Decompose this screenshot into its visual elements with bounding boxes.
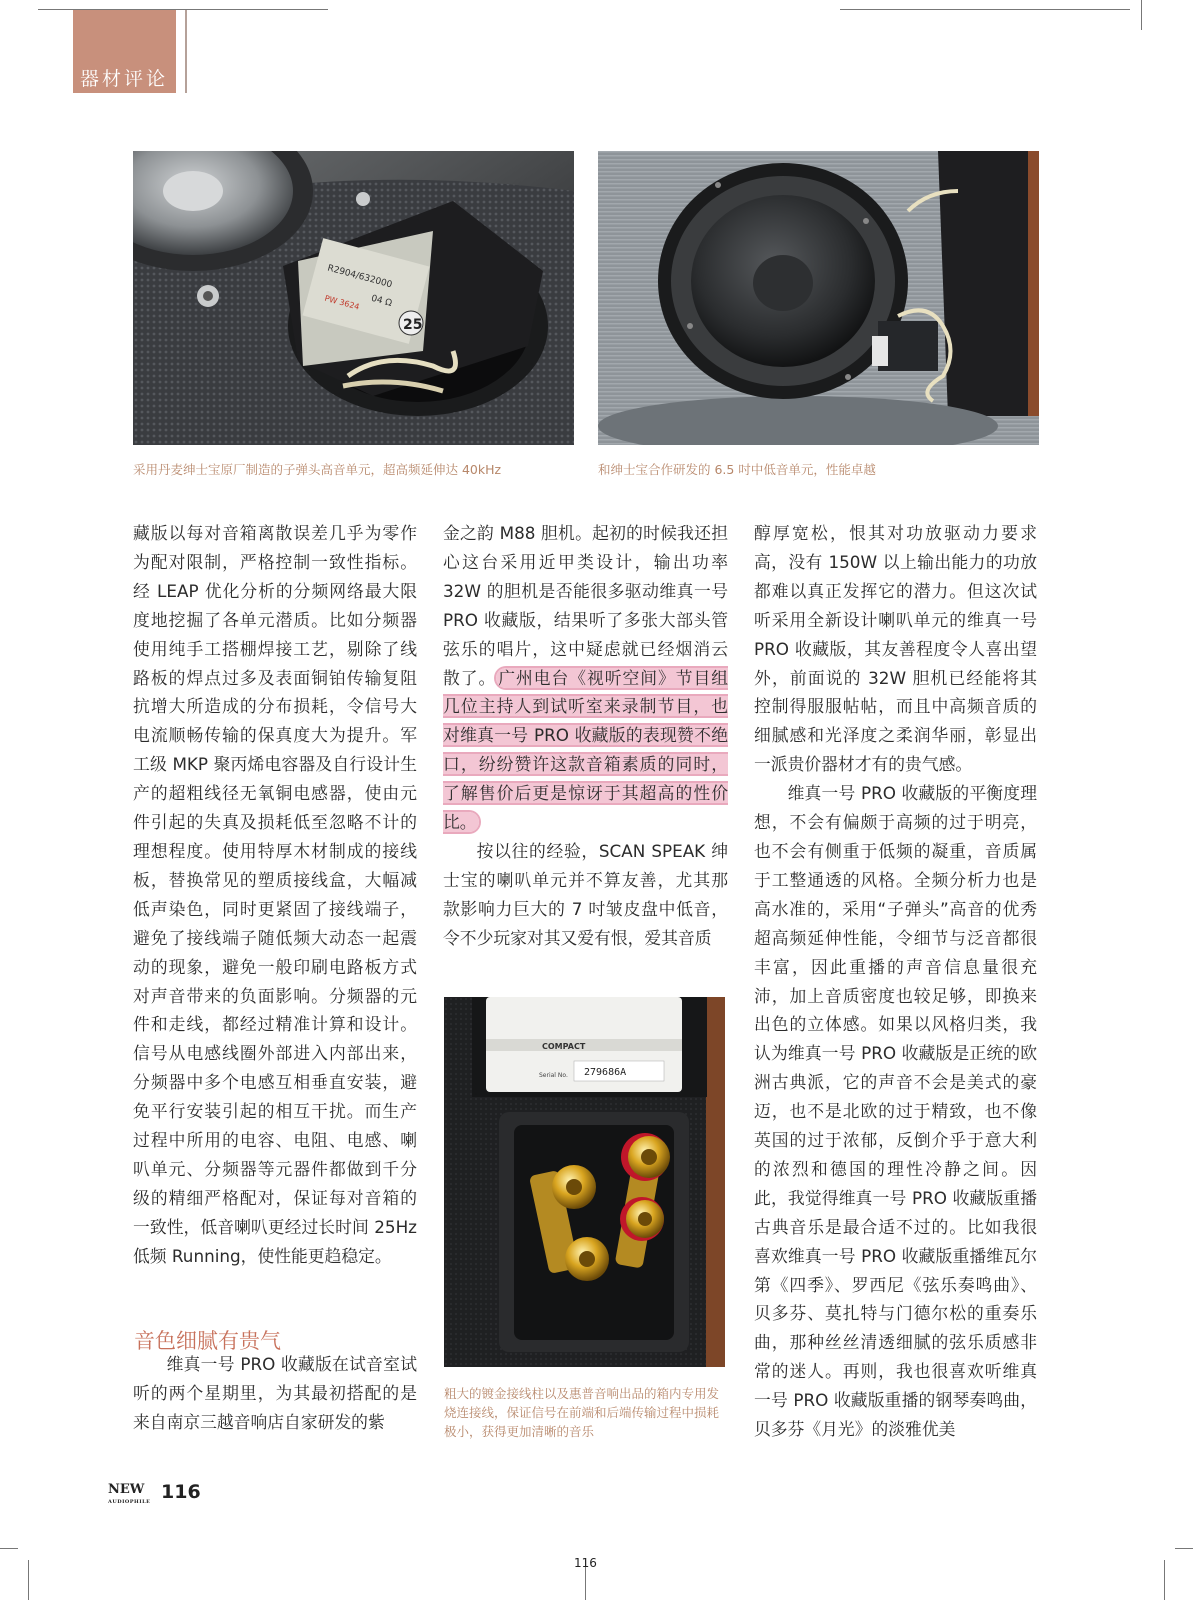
section-divider [185, 10, 187, 93]
article-column-1-continued [133, 1350, 417, 1437]
article-paragraph: 藏版以每对音箱离散误差几乎为零作为配对限制，严格控制一致性指标。经 LEAP 优化分析的分频网络最大限度地挖掘了各单元潜质。比如分频器使用纯手工搭棚焊接工艺，剔除了线路板的焊点过多及表面铜铂传输复阻抗增大所造成的分布损耗，令信号大电流顺畅传输的保真度大为提升。军工级 MKP 聚丙烯电容器及自行设计生产的超粗线径无氧铜电感器，使由元件引起的失真及损耗低至忽略不计的理想程度。使用特厚木材制成的接线板，替换常见的塑质接线盒，大幅减低声染色，同时更紧固了接线端子，避免了接线端子随低频大动态一起震动的现象，避免一般印刷电路板方式对声音带来的负面影响。分频器的元件和走线，都经过精准计算和设计。信号从电感线圈外部进入内部出来，分频器中多个电感互相垂直安装，避免平行安装引起的相互干扰。而生产过程中所用的电容、电阻、电感、喇叭单元、分频器等元器件都做到千分级的精细严格配对，保证每对音箱的一致性，低音喇叭更经过长时间 25Hz 低频 Running，使性能更趋稳定。 [133, 523, 417, 1266]
page-number: 116 [161, 1481, 201, 1503]
tweeter-photo [133, 151, 574, 445]
section-heading: 音色细腻有贵气 [134, 1329, 281, 1353]
section-label: 器材评论 [80, 68, 169, 90]
article-paragraph: 维真一号 PRO 收藏版在试音室试听的两个星期里，为其最初搭配的是来自南京三越音响店自家研发的紫 [133, 1354, 417, 1432]
article-paragraph: 金之韵 M88 胆机。起初的时候我还担心这台采用近甲类设计，输出功率 32W 的胆机是否能很多驱动维真一号 PRO 收藏版，结果听了多张大部头管弦乐的唱片，这中疑虑就已经烟消云散了。 [443, 523, 728, 688]
article-column-3 [754, 519, 1037, 1444]
highlighted-passage: 广州电台《视听空间》节目组几位主持人到试听室来录制节目，也对维真一号 PRO 收藏版的表现赞不绝口，纷纷赞许这款音箱素质的同时，了解售价后更是惊讶于其超高的性价比。 [443, 667, 728, 833]
terminals-caption: 粗大的镀金接线柱以及惠普音响出品的箱内专用发烧连接线，保证信号在前端和后端传输过程中损耗极小，获得更加清晰的音乐 [444, 1386, 720, 1439]
brand-label: COMPACT [542, 1042, 586, 1051]
crop-mark [0, 1548, 18, 1549]
tweeter-label-line: PW 3624 [323, 293, 361, 312]
woofer-photo [598, 151, 1039, 445]
tweeter-badge: 25 [403, 317, 423, 333]
folio-number: 116 [574, 1556, 597, 1570]
tweeter-caption: 采用丹麦绅士宝原厂制造的子弹头高音单元，超高频延伸达 40kHz [133, 462, 502, 477]
tweeter-label-line: 04 Ω [369, 293, 393, 309]
woofer-caption: 和绅士宝合作研发的 6.5 吋中低音单元，性能卓越 [598, 462, 876, 477]
serial-label: Serial No. [539, 1072, 568, 1079]
magazine-logo-subtitle: AUDIOPHILE [108, 1499, 151, 1505]
crop-mark [1164, 1560, 1165, 1600]
crop-mark [1141, 0, 1142, 30]
crop-mark [28, 1560, 29, 1600]
article-column-1 [133, 519, 417, 1271]
article-column-2 [443, 519, 728, 953]
crop-mark [840, 9, 1130, 10]
magazine-logo-text: NEW [108, 1482, 145, 1497]
tweeter-label-line: R2904/632000 [326, 263, 394, 291]
magazine-logo [108, 1484, 154, 1508]
article-paragraph: 维真一号 PRO 收藏版的平衡度理想，不会有偏颇于高频的过于明亮，也不会有侧重于低频的凝重，音质属于工整通透的风格。全频分析力也是高水准的，采用“子弹头”高音的优秀超高频延伸性能，令细节与泛音都很丰富，因此重播的声音信息量很充沛，加上音质密度也较足够，即换来出色的立体感。如果以风格归类，我认为维真一号 PRO 收藏版是正统的欧洲古典派，它的声音不会是美式的豪迈，也不是北欧的过于精致，也不像英国的过于浓郁，反倒介乎于意大利的浓烈和德国的理性冷静之间。因此，我觉得维真一号 PRO 收藏版重播古典音乐是最合适不过的。比如我很喜欢维真一号 PRO 收藏版重播维瓦尔第《四季》、罗西尼《弦乐奏鸣曲》、贝多芬、莫扎特与门德尔松的重奏乐曲，那种丝丝清透细腻的弦乐质感非常的迷人。再则，我也很喜欢听维真一号 PRO 收藏版重播的钢琴奏鸣曲，贝多芬《月光》的淡雅优美 [754, 783, 1037, 1440]
article-paragraph: 醇厚宽松，恨其对功放驱动力要求高，没有 150W 以上输出能力的功放都难以真正发挥它的潜力。但这次试听采用全新设计喇叭单元的维真一号 PRO 收藏版，其友善程度令人喜出望外，前面说的 32W 胆机已经能将其控制得服服帖帖，而且中高频音质的细腻感和光泽度之柔润华丽，彰显出一派贵价器材才有的贵气感。 [754, 523, 1037, 775]
terminals-photo [444, 997, 725, 1367]
crop-mark [1175, 1548, 1193, 1549]
serial-number: 279686A [584, 1067, 627, 1078]
article-paragraph: 按以往的经验，SCAN SPEAK 绅士宝的喇叭单元并不算友善，尤其那款影响力巨大的 7 吋皱皮盘中低音，令不少玩家对其又爱有恨，爱其音质 [443, 840, 728, 948]
